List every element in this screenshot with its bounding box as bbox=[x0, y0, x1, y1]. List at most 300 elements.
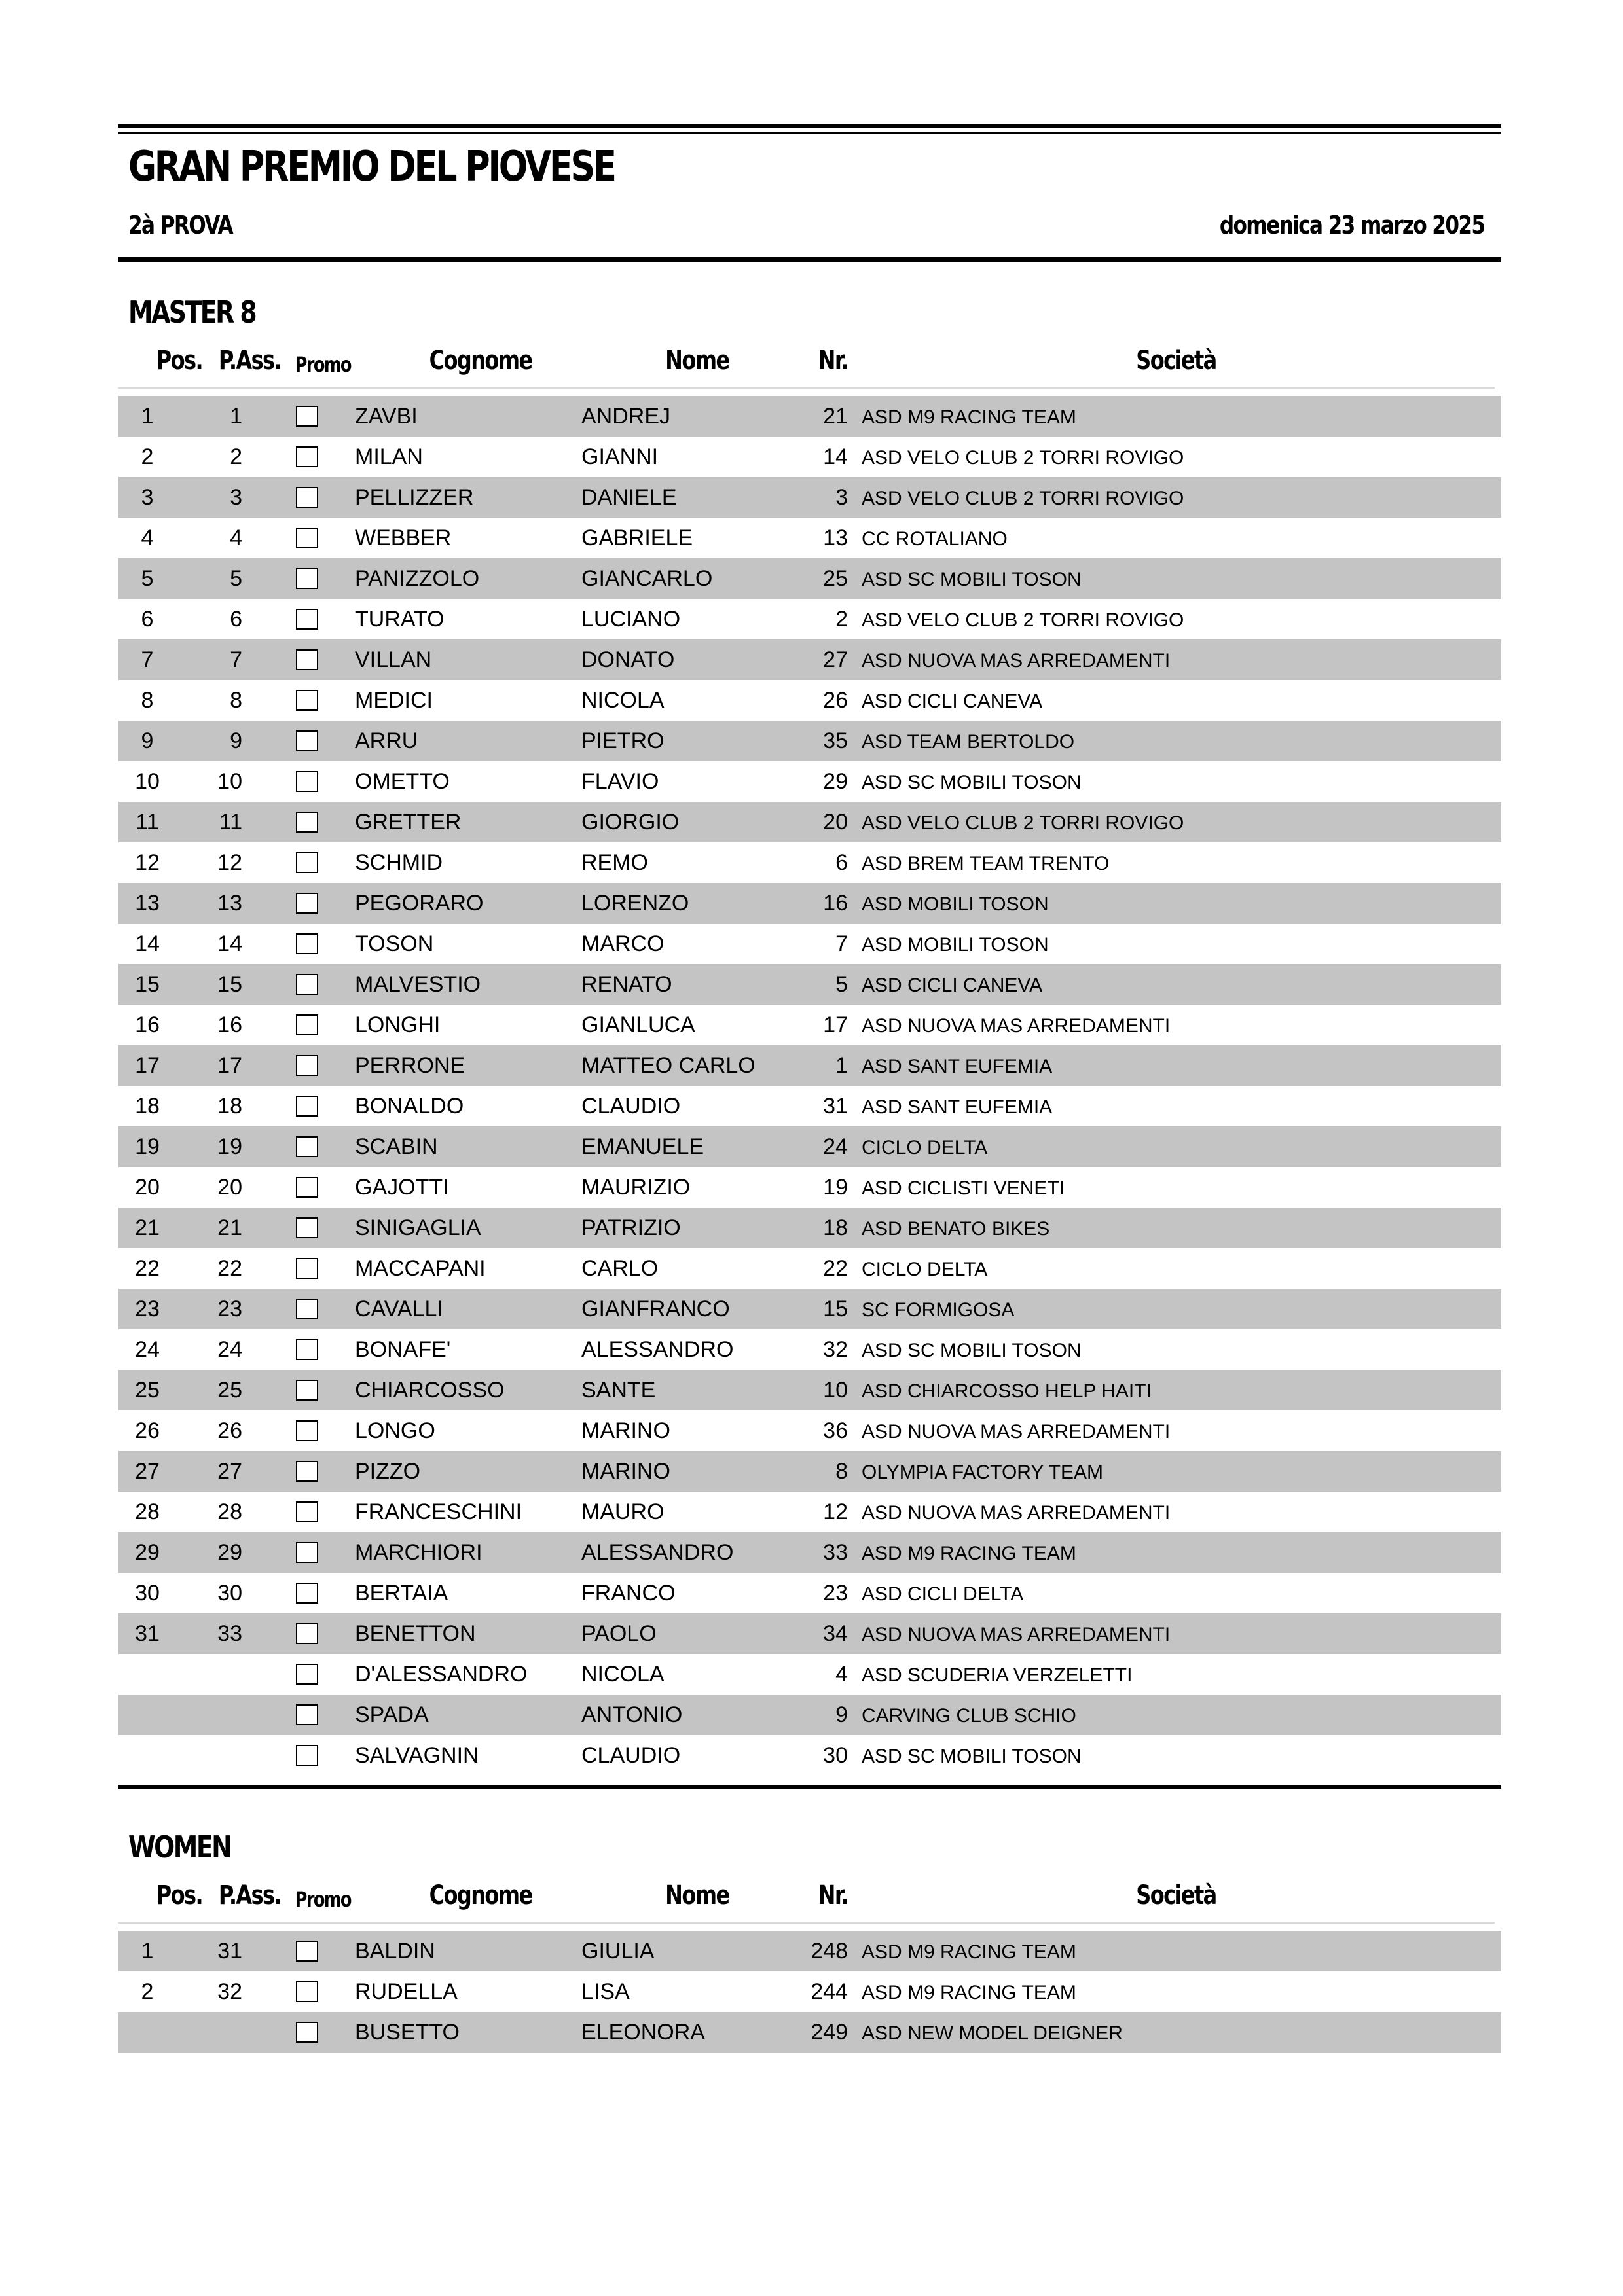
societa-cell: OLYMPIA FACTORY TEAM bbox=[862, 1462, 1104, 1483]
pos-cell: 2 bbox=[141, 444, 154, 469]
promo-checkbox[interactable] bbox=[296, 771, 318, 792]
pass-cell: 5 bbox=[230, 566, 242, 591]
societa-cell: ASD M9 RACING TEAM bbox=[862, 406, 1076, 428]
table-row bbox=[118, 437, 1501, 477]
nr-cell: 33 bbox=[823, 1540, 848, 1565]
societa-cell: ASD BREM TEAM TRENTO bbox=[862, 853, 1110, 874]
nome-cell: CLAUDIO bbox=[581, 1094, 681, 1119]
table-row bbox=[118, 1931, 1501, 1971]
col-header-nr: Nr. bbox=[818, 1880, 848, 1910]
promo-checkbox[interactable] bbox=[296, 1501, 318, 1522]
pos-cell: 20 bbox=[135, 1175, 160, 1200]
pos-cell: 1 bbox=[141, 1939, 154, 1964]
nr-cell: 20 bbox=[823, 810, 848, 834]
cognome-cell: SPADA bbox=[355, 1702, 429, 1727]
societa-cell: ASD NUOVA MAS ARREDAMENTI bbox=[862, 1421, 1171, 1443]
pass-cell: 32 bbox=[217, 1979, 242, 2004]
promo-checkbox[interactable] bbox=[296, 1177, 318, 1198]
nome-cell: LUCIANO bbox=[581, 607, 681, 632]
nr-cell: 22 bbox=[823, 1256, 848, 1281]
cognome-cell: SINIGAGLIA bbox=[355, 1215, 481, 1240]
pos-cell: 31 bbox=[135, 1621, 160, 1646]
table-row bbox=[118, 1971, 1501, 2012]
pass-cell: 29 bbox=[217, 1540, 242, 1565]
pass-cell: 14 bbox=[217, 931, 242, 956]
pass-cell: 20 bbox=[217, 1175, 242, 1200]
pass-cell: 27 bbox=[217, 1459, 242, 1484]
cognome-cell: PERRONE bbox=[355, 1053, 465, 1078]
pass-cell: 11 bbox=[219, 810, 242, 834]
societa-cell: ASD M9 RACING TEAM bbox=[862, 1941, 1076, 1963]
pass-cell: 33 bbox=[217, 1621, 242, 1646]
nr-cell: 15 bbox=[823, 1297, 848, 1321]
promo-checkbox[interactable] bbox=[296, 609, 318, 630]
table-row bbox=[118, 964, 1501, 1005]
promo-checkbox[interactable] bbox=[296, 1299, 318, 1319]
promo-checkbox[interactable] bbox=[296, 1258, 318, 1279]
table-row bbox=[118, 599, 1501, 639]
societa-cell: ASD M9 RACING TEAM bbox=[862, 1543, 1076, 1564]
nome-cell: RENATO bbox=[581, 972, 672, 997]
table-row bbox=[118, 924, 1501, 964]
pos-cell: 5 bbox=[141, 566, 154, 591]
promo-checkbox[interactable] bbox=[296, 1014, 318, 1035]
cognome-cell: PEGORARO bbox=[355, 891, 484, 916]
promo-checkbox[interactable] bbox=[296, 933, 318, 954]
pass-cell: 23 bbox=[217, 1297, 242, 1321]
societa-cell: ASD CICLI CANEVA bbox=[862, 691, 1043, 712]
pos-cell: 13 bbox=[135, 891, 160, 916]
pass-cell: 24 bbox=[217, 1337, 242, 1362]
col-header-promo: Promo bbox=[295, 352, 351, 377]
promo-checkbox[interactable] bbox=[296, 1941, 318, 1962]
nome-cell: LISA bbox=[581, 1979, 630, 2004]
promo-checkbox[interactable] bbox=[296, 406, 318, 427]
nome-cell: GIANCARLO bbox=[581, 566, 713, 591]
col-header-pass: P.Ass. bbox=[218, 346, 282, 376]
pos-cell: 27 bbox=[135, 1459, 160, 1484]
cognome-cell: GRETTER bbox=[355, 810, 462, 834]
table-row bbox=[118, 1573, 1501, 1613]
pass-cell: 31 bbox=[217, 1939, 242, 1964]
table-row bbox=[118, 802, 1501, 842]
societa-cell: ASD CICLI DELTA bbox=[862, 1583, 1024, 1605]
nome-cell: EMANUELE bbox=[581, 1134, 704, 1159]
table-row bbox=[118, 1532, 1501, 1573]
cognome-cell: TURATO bbox=[355, 607, 445, 632]
col-header-societa: Società bbox=[1136, 1880, 1216, 1910]
table-row bbox=[118, 639, 1501, 680]
pos-cell: 4 bbox=[141, 526, 154, 550]
pos-cell: 3 bbox=[141, 485, 154, 510]
nr-cell: 244 bbox=[811, 1979, 848, 2004]
col-header-promo: Promo bbox=[295, 1887, 351, 1912]
promo-checkbox[interactable] bbox=[296, 568, 318, 589]
nr-cell: 29 bbox=[823, 769, 848, 794]
promo-checkbox[interactable] bbox=[296, 487, 318, 508]
col-header-pos: Pos. bbox=[156, 346, 203, 376]
pass-cell: 13 bbox=[217, 891, 242, 916]
section-title: MASTER 8 bbox=[128, 295, 256, 330]
nr-cell: 36 bbox=[823, 1418, 848, 1443]
pos-cell: 1 bbox=[141, 404, 154, 429]
table-row bbox=[118, 1451, 1501, 1492]
nome-cell: FRANCO bbox=[581, 1581, 676, 1605]
cognome-cell: ZAVBI bbox=[355, 404, 418, 429]
cognome-cell: SCABIN bbox=[355, 1134, 438, 1159]
table-row bbox=[118, 2012, 1501, 2053]
societa-cell: ASD SC MOBILI TOSON bbox=[862, 569, 1082, 590]
pos-cell: 30 bbox=[135, 1581, 160, 1605]
col-header-nome: Nome bbox=[665, 1880, 729, 1910]
cognome-cell: RUDELLA bbox=[355, 1979, 458, 2004]
pos-cell: 15 bbox=[135, 972, 160, 997]
societa-cell: ASD SANT EUFEMIA bbox=[862, 1096, 1053, 1118]
cognome-cell: CHIARCOSSO bbox=[355, 1378, 505, 1403]
col-header-nome: Nome bbox=[665, 346, 729, 376]
col-header-cognome: Cognome bbox=[429, 1880, 532, 1910]
pos-cell: 23 bbox=[135, 1297, 160, 1321]
nome-cell: ELEONORA bbox=[581, 2020, 705, 2045]
nr-cell: 3 bbox=[835, 485, 848, 510]
pos-cell: 29 bbox=[135, 1540, 160, 1565]
nr-cell: 12 bbox=[823, 1499, 848, 1524]
cognome-cell: BENETTON bbox=[355, 1621, 476, 1646]
societa-cell: SC FORMIGOSA bbox=[862, 1299, 1015, 1321]
nr-cell: 26 bbox=[823, 688, 848, 713]
pos-cell: 12 bbox=[135, 850, 160, 875]
table-row bbox=[118, 680, 1501, 721]
societa-cell: ASD NUOVA MAS ARREDAMENTI bbox=[862, 1502, 1171, 1524]
table-row bbox=[118, 883, 1501, 924]
pass-cell: 7 bbox=[230, 647, 242, 672]
pos-cell: 21 bbox=[135, 1215, 160, 1240]
pass-cell: 25 bbox=[217, 1378, 242, 1403]
cognome-cell: ARRU bbox=[355, 728, 418, 753]
pos-cell: 24 bbox=[135, 1337, 160, 1362]
pass-cell: 3 bbox=[230, 485, 242, 510]
promo-checkbox[interactable] bbox=[296, 812, 318, 833]
table-row bbox=[118, 1045, 1501, 1086]
pass-cell: 2 bbox=[230, 444, 242, 469]
promo-checkbox[interactable] bbox=[296, 2022, 318, 2043]
pos-cell: 10 bbox=[135, 769, 160, 794]
nr-cell: 13 bbox=[823, 526, 848, 550]
pos-cell: 18 bbox=[135, 1094, 160, 1119]
table-row bbox=[118, 1086, 1501, 1126]
col-header-pass: P.Ass. bbox=[218, 1880, 282, 1910]
nome-cell: PAOLO bbox=[581, 1621, 657, 1646]
nr-cell: 30 bbox=[823, 1743, 848, 1768]
nome-cell: ALESSANDRO bbox=[581, 1540, 734, 1565]
promo-checkbox[interactable] bbox=[296, 1583, 318, 1604]
col-header-cognome: Cognome bbox=[429, 346, 532, 376]
promo-checkbox[interactable] bbox=[296, 690, 318, 711]
table-row bbox=[118, 1005, 1501, 1045]
nome-cell: ANTONIO bbox=[581, 1702, 683, 1727]
cognome-cell: BONAFE' bbox=[355, 1337, 451, 1362]
pos-cell: 25 bbox=[135, 1378, 160, 1403]
societa-cell: CICLO DELTA bbox=[862, 1137, 988, 1158]
pos-cell: 11 bbox=[136, 810, 159, 834]
cognome-cell: D'ALESSANDRO bbox=[355, 1662, 528, 1687]
societa-cell: ASD MOBILI TOSON bbox=[862, 934, 1049, 956]
promo-checkbox[interactable] bbox=[296, 1745, 318, 1766]
nr-cell: 1 bbox=[835, 1053, 848, 1078]
event-date: domenica 23 marzo 2025 bbox=[1219, 211, 1484, 240]
table-row bbox=[118, 1492, 1501, 1532]
pass-cell: 16 bbox=[217, 1013, 242, 1037]
societa-cell: ASD NUOVA MAS ARREDAMENTI bbox=[862, 1624, 1171, 1645]
nr-cell: 35 bbox=[823, 728, 848, 753]
table-row bbox=[118, 1735, 1501, 1776]
nome-cell: REMO bbox=[581, 850, 648, 875]
nome-cell: MAURO bbox=[581, 1499, 665, 1524]
nome-cell: ANDREJ bbox=[581, 404, 671, 429]
nr-cell: 27 bbox=[823, 647, 848, 672]
nr-cell: 17 bbox=[823, 1013, 848, 1037]
societa-cell: ASD NUOVA MAS ARREDAMENTI bbox=[862, 1015, 1171, 1037]
event-subtitle: 2à PROVA bbox=[128, 211, 233, 240]
promo-checkbox[interactable] bbox=[296, 1664, 318, 1685]
table-row bbox=[118, 558, 1501, 599]
societa-cell: ASD NUOVA MAS ARREDAMENTI bbox=[862, 650, 1171, 672]
table-row bbox=[118, 477, 1501, 518]
societa-cell: ASD SANT EUFEMIA bbox=[862, 1056, 1053, 1077]
promo-checkbox[interactable] bbox=[296, 649, 318, 670]
societa-cell: ASD SC MOBILI TOSON bbox=[862, 772, 1082, 793]
nr-cell: 25 bbox=[823, 566, 848, 591]
section-end-rule bbox=[118, 1785, 1501, 1789]
pos-cell: 2 bbox=[141, 1979, 154, 2004]
nr-cell: 8 bbox=[835, 1459, 848, 1484]
table-row bbox=[118, 1289, 1501, 1329]
promo-checkbox[interactable] bbox=[296, 852, 318, 873]
pass-cell: 6 bbox=[230, 607, 242, 632]
pos-cell: 17 bbox=[135, 1053, 160, 1078]
table-row bbox=[118, 1370, 1501, 1410]
nome-cell: DANIELE bbox=[581, 485, 677, 510]
nome-cell: SANTE bbox=[581, 1378, 656, 1403]
pass-cell: 17 bbox=[217, 1053, 242, 1078]
nr-cell: 5 bbox=[835, 972, 848, 997]
nome-cell: DONATO bbox=[581, 647, 675, 672]
nr-cell: 16 bbox=[823, 891, 848, 916]
nr-cell: 32 bbox=[823, 1337, 848, 1362]
cognome-cell: WEBBER bbox=[355, 526, 452, 550]
nr-cell: 6 bbox=[835, 850, 848, 875]
table-row bbox=[118, 761, 1501, 802]
nome-cell: GIANFRANCO bbox=[581, 1297, 730, 1321]
pass-cell: 12 bbox=[217, 850, 242, 875]
nome-cell: MARCO bbox=[581, 931, 665, 956]
col-header-pos: Pos. bbox=[156, 1880, 203, 1910]
cognome-cell: MEDICI bbox=[355, 688, 433, 713]
pos-cell: 9 bbox=[141, 728, 154, 753]
cognome-cell: PELLIZZER bbox=[355, 485, 474, 510]
cognome-cell: SCHMID bbox=[355, 850, 443, 875]
nome-cell: CARLO bbox=[581, 1256, 659, 1281]
nome-cell: MAURIZIO bbox=[581, 1175, 691, 1200]
cognome-cell: MILAN bbox=[355, 444, 423, 469]
promo-checkbox[interactable] bbox=[296, 1380, 318, 1401]
table-row bbox=[118, 1208, 1501, 1248]
pos-cell: 22 bbox=[135, 1256, 160, 1281]
table-row bbox=[118, 1126, 1501, 1167]
cognome-cell: BONALDO bbox=[355, 1094, 464, 1119]
nr-cell: 14 bbox=[823, 444, 848, 469]
societa-cell: CARVING CLUB SCHIO bbox=[862, 1705, 1076, 1727]
pass-cell: 22 bbox=[217, 1256, 242, 1281]
nr-cell: 249 bbox=[811, 2020, 848, 2045]
col-header-nr: Nr. bbox=[818, 346, 848, 376]
pos-cell: 19 bbox=[135, 1134, 160, 1159]
cognome-cell: MALVESTIO bbox=[355, 972, 481, 997]
promo-checkbox[interactable] bbox=[296, 1096, 318, 1117]
event-title: GRAN PREMIO DEL PIOVESE bbox=[128, 143, 615, 191]
nome-cell: GIULIA bbox=[581, 1939, 655, 1964]
societa-cell: ASD SC MOBILI TOSON bbox=[862, 1746, 1082, 1767]
pos-cell: 7 bbox=[141, 647, 154, 672]
pass-cell: 8 bbox=[230, 688, 242, 713]
results-table bbox=[118, 1931, 1501, 2053]
cognome-cell: MARCHIORI bbox=[355, 1540, 483, 1565]
promo-checkbox[interactable] bbox=[296, 1542, 318, 1563]
pass-cell: 19 bbox=[217, 1134, 242, 1159]
pos-cell: 16 bbox=[135, 1013, 160, 1037]
societa-cell: ASD VELO CLUB 2 TORRI ROVIGO bbox=[862, 488, 1184, 509]
table-row bbox=[118, 721, 1501, 761]
pass-cell: 9 bbox=[230, 728, 242, 753]
section-title: WOMEN bbox=[128, 1829, 231, 1865]
pass-cell: 26 bbox=[217, 1418, 242, 1443]
nome-cell: MARINO bbox=[581, 1418, 670, 1443]
pass-cell: 15 bbox=[217, 972, 242, 997]
nr-cell: 18 bbox=[823, 1215, 848, 1240]
pos-cell: 6 bbox=[141, 607, 154, 632]
cognome-cell: FRANCESCHINI bbox=[355, 1499, 522, 1524]
table-row bbox=[118, 518, 1501, 558]
nome-cell: GIANLUCA bbox=[581, 1013, 695, 1037]
table-row bbox=[118, 1410, 1501, 1451]
table-row bbox=[118, 1248, 1501, 1289]
cognome-cell: GAJOTTI bbox=[355, 1175, 449, 1200]
nome-cell: MARINO bbox=[581, 1459, 670, 1484]
nome-cell: ALESSANDRO bbox=[581, 1337, 734, 1362]
promo-checkbox[interactable] bbox=[296, 1217, 318, 1238]
societa-cell: ASD VELO CLUB 2 TORRI ROVIGO bbox=[862, 447, 1184, 469]
promo-checkbox[interactable] bbox=[296, 974, 318, 995]
societa-cell: ASD MOBILI TOSON bbox=[862, 893, 1049, 915]
promo-checkbox[interactable] bbox=[296, 1055, 318, 1076]
promo-checkbox[interactable] bbox=[296, 1339, 318, 1360]
nome-cell: GIORGIO bbox=[581, 810, 680, 834]
nr-cell: 4 bbox=[835, 1662, 848, 1687]
cognome-cell: VILLAN bbox=[355, 647, 432, 672]
promo-checkbox[interactable] bbox=[296, 1420, 318, 1441]
promo-checkbox[interactable] bbox=[296, 1623, 318, 1644]
nr-cell: 24 bbox=[823, 1134, 848, 1159]
promo-checkbox[interactable] bbox=[296, 1461, 318, 1482]
societa-cell: ASD SCUDERIA VERZELETTI bbox=[862, 1664, 1133, 1686]
nome-cell: NICOLA bbox=[581, 688, 665, 713]
pos-cell: 28 bbox=[135, 1499, 160, 1524]
col-header-societa: Società bbox=[1136, 346, 1216, 376]
nome-cell: GIANNI bbox=[581, 444, 659, 469]
nr-cell: 7 bbox=[835, 931, 848, 956]
societa-cell: ASD SC MOBILI TOSON bbox=[862, 1340, 1082, 1361]
nome-cell: CLAUDIO bbox=[581, 1743, 681, 1768]
nr-cell: 21 bbox=[823, 404, 848, 429]
promo-checkbox[interactable] bbox=[296, 528, 318, 548]
pos-cell: 14 bbox=[135, 931, 160, 956]
pass-cell: 1 bbox=[230, 404, 242, 429]
table-row bbox=[118, 1654, 1501, 1695]
header-top-rule-thin bbox=[118, 132, 1501, 134]
nr-cell: 34 bbox=[823, 1621, 848, 1646]
societa-cell: ASD VELO CLUB 2 TORRI ROVIGO bbox=[862, 609, 1184, 631]
pass-cell: 18 bbox=[217, 1094, 242, 1119]
societa-cell: ASD CICLI CANEVA bbox=[862, 975, 1043, 996]
promo-checkbox[interactable] bbox=[296, 446, 318, 467]
promo-checkbox[interactable] bbox=[296, 1981, 318, 2002]
cognome-cell: SALVAGNIN bbox=[355, 1743, 479, 1768]
pass-cell: 10 bbox=[217, 769, 242, 794]
table-row bbox=[118, 1695, 1501, 1735]
societa-cell: CC ROTALIANO bbox=[862, 528, 1008, 550]
header-divider bbox=[118, 387, 1495, 389]
table-row bbox=[118, 1613, 1501, 1654]
societa-cell: ASD CICLISTI VENETI bbox=[862, 1177, 1065, 1199]
societa-cell: ASD TEAM BERTOLDO bbox=[862, 731, 1075, 753]
promo-checkbox[interactable] bbox=[296, 1704, 318, 1725]
pos-cell: 26 bbox=[135, 1418, 160, 1443]
pass-cell: 4 bbox=[230, 526, 242, 550]
promo-checkbox[interactable] bbox=[296, 730, 318, 751]
societa-cell: ASD BENATO BIKES bbox=[862, 1218, 1050, 1240]
results-table bbox=[118, 396, 1501, 1776]
promo-checkbox[interactable] bbox=[296, 893, 318, 914]
promo-checkbox[interactable] bbox=[296, 1136, 318, 1157]
societa-cell: ASD VELO CLUB 2 TORRI ROVIGO bbox=[862, 812, 1184, 834]
nr-cell: 9 bbox=[835, 1702, 848, 1727]
cognome-cell: TOSON bbox=[355, 931, 434, 956]
pos-cell: 8 bbox=[141, 688, 154, 713]
societa-cell: ASD M9 RACING TEAM bbox=[862, 1982, 1076, 2003]
header-top-rule bbox=[118, 124, 1501, 128]
nr-cell: 248 bbox=[811, 1939, 848, 1964]
pass-cell: 21 bbox=[217, 1215, 242, 1240]
societa-cell: ASD CHIARCOSSO HELP HAITI bbox=[862, 1380, 1152, 1402]
nome-cell: FLAVIO bbox=[581, 769, 659, 794]
societa-cell: ASD NEW MODEL DEIGNER bbox=[862, 2022, 1123, 2044]
cognome-cell: OMETTO bbox=[355, 769, 450, 794]
societa-cell: CICLO DELTA bbox=[862, 1259, 988, 1280]
nr-cell: 19 bbox=[823, 1175, 848, 1200]
table-row bbox=[118, 842, 1501, 883]
cognome-cell: MACCAPANI bbox=[355, 1256, 486, 1281]
cognome-cell: PIZZO bbox=[355, 1459, 421, 1484]
nr-cell: 10 bbox=[823, 1378, 848, 1403]
cognome-cell: BERTAIA bbox=[355, 1581, 448, 1605]
cognome-cell: LONGO bbox=[355, 1418, 435, 1443]
cognome-cell: BUSETTO bbox=[355, 2020, 460, 2045]
nome-cell: PATRIZIO bbox=[581, 1215, 681, 1240]
pass-cell: 30 bbox=[217, 1581, 242, 1605]
cognome-cell: LONGHI bbox=[355, 1013, 441, 1037]
nome-cell: PIETRO bbox=[581, 728, 665, 753]
nome-cell: LORENZO bbox=[581, 891, 689, 916]
